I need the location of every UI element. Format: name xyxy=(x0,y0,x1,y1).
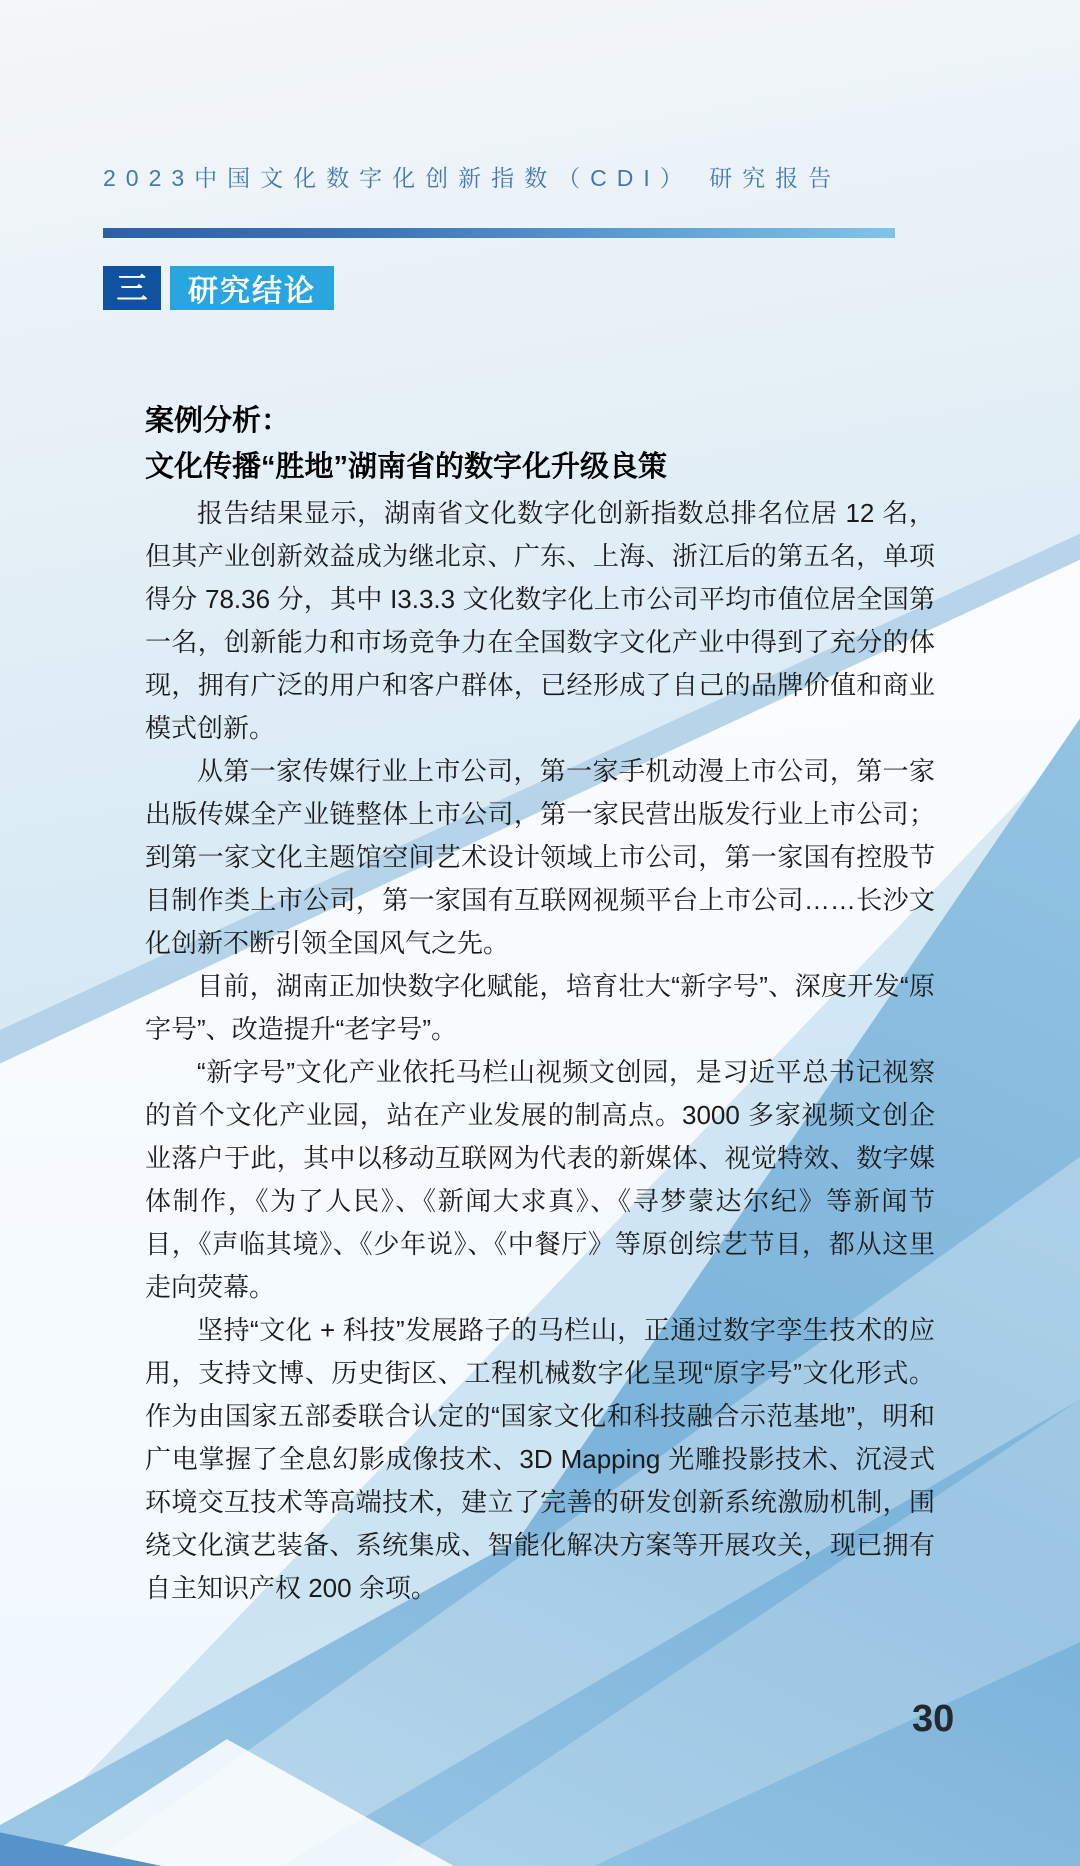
case-title-line2: 文化传播“胜地”湖南省的数字化升级良策 xyxy=(145,451,668,483)
paragraph: 目前，湖南正加快数字化赋能，培育壮大“新字号”、深度开发“原字号”、改造提升“老字号”。 xyxy=(145,971,935,1044)
report-title: 2023中国文化数字化创新指数（CDI） 研究报告 xyxy=(103,165,842,191)
paragraph: 坚持“文化 + 科技”发展路子的马栏山，正通过数字孪生技术的应用，支持文博、历史街区、工程机械数字化呈现“原字号”文化形式。作为由国家五部委联合认定的“国家文化和科技融合示范基地”，明和广电掌握了全息幻影成像技术、3D Mapping 光雕投影技术、沉浸式环境交互技术等高端技术，建立了完善的研发创新系统激励机制，围绕文化演艺装备、系统集成、智能化解决方案等开展攻关，现已拥有自主知识产权 200 余项。 xyxy=(145,1315,935,1603)
paragraph: 从第一家传媒行业上市公司，第一家手机动漫上市公司，第一家出版传媒全产业链整体上市公司，第一家民营出版发行业上市公司；到第一家文化主题馆空间艺术设计领域上市公司，第一家国有控股节目制作类上市公司，第一家国有互联网视频平台上市公司……长沙文化创新不断引领全国风气之先。 xyxy=(145,756,935,958)
paragraph: “新字号”文化产业依托马栏山视频文创园，是习近平总书记视察的首个文化产业园，站在产业发展的制高点。3000 多家视频文创企业落户于此，其中以移动互联网为代表的新媒体、视觉特效、数字媒体制作，《为了人民》、《新闻大求真》、《寻梦蒙达尔纪》等新闻节目，《声临其境》、《少年说》、《中餐厅》等原创综艺节目，都从这里走向荧幕。 xyxy=(145,1057,935,1302)
paragraph: 报告结果显示，湖南省文化数字化创新指数总排名位居 12 名，但其产业创新效益成为继北京、广东、上海、浙江后的第五名，单项得分 78.36 分，其中 I3.3.3 文化数字化上市公司平均市值位居全国第一名，创新能力和市场竞争力在全国数字文化产业中得到了充分的体现，拥有广泛的用户和客户群体，已经形成了自己的品牌价值和商业模式创新。 xyxy=(145,498,935,743)
section-header xyxy=(103,266,334,310)
section-label: 研究结论 xyxy=(170,266,334,310)
case-title xyxy=(145,398,945,490)
case-title-line1: 案例分析： xyxy=(145,405,291,437)
case-body xyxy=(145,492,935,1610)
header-rule xyxy=(103,228,895,238)
page-number: 30 xyxy=(912,1698,955,1740)
section-marker-icon: 三 xyxy=(103,266,161,310)
